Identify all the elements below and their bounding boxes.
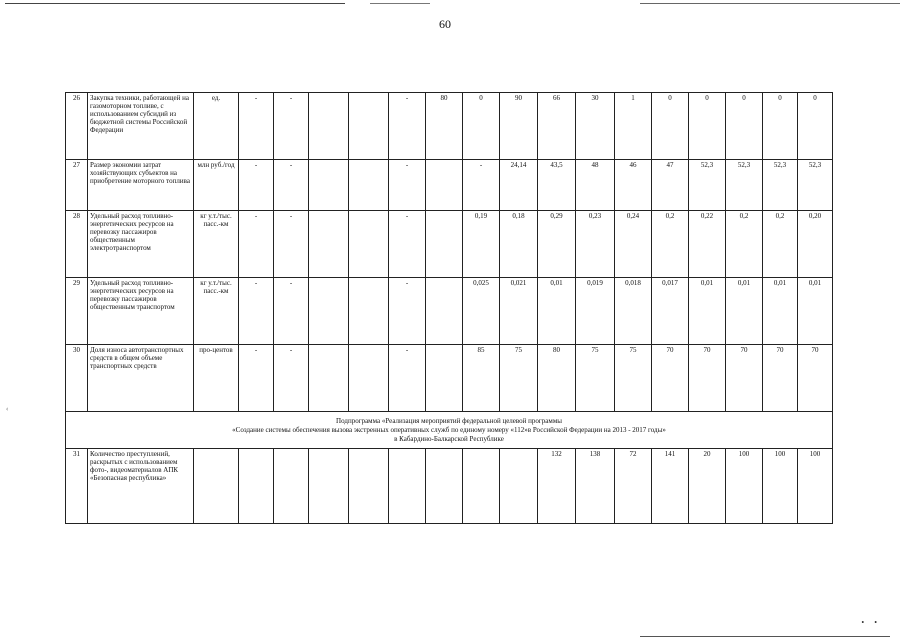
indicator-value: 70 [763, 345, 798, 412]
row-number: 30 [66, 345, 88, 412]
scan-mark: ‹ [6, 405, 9, 413]
indicator-value: 48 [576, 160, 615, 211]
indicator-value: 43,5 [538, 160, 576, 211]
subprogram-title-line2: «Создание системы обеспечения вызова экстренных оперативных служб по единому номеру «112»в Российской Федерации на 2013 - 2017 годы» [232, 425, 666, 434]
indicator-value [309, 93, 349, 160]
indicator-value [389, 449, 426, 524]
indicator-value: 30 [576, 93, 615, 160]
indicator-value: - [274, 93, 309, 160]
subprogram-title-line3: в Кабардино-Балкарской Республике [394, 434, 504, 443]
row-number: 26 [66, 93, 88, 160]
indicator-value: 0,19 [463, 211, 500, 278]
indicator-value: - [274, 278, 309, 345]
indicator-value: 0 [689, 93, 726, 160]
indicator-value [309, 160, 349, 211]
indicator-value: 0,025 [463, 278, 500, 345]
indicator-value: 66 [538, 93, 576, 160]
indicator-value: 0 [652, 93, 689, 160]
indicator-value: 52,3 [689, 160, 726, 211]
indicator-value: 24,14 [500, 160, 538, 211]
indicator-value: 0 [763, 93, 798, 160]
indicator-value: 0 [463, 93, 500, 160]
indicator-value: 52,3 [763, 160, 798, 211]
indicator-value [426, 211, 463, 278]
indicator-value [426, 278, 463, 345]
indicator-value: 100 [726, 449, 763, 524]
indicator-value [349, 160, 389, 211]
table-row [66, 449, 833, 524]
indicator-value: 0,01 [689, 278, 726, 345]
indicator-value [349, 211, 389, 278]
indicator-value [463, 449, 500, 524]
indicator-value [426, 449, 463, 524]
indicator-value: - [239, 278, 274, 345]
indicator-value: 0,018 [615, 278, 652, 345]
indicator-value: - [239, 211, 274, 278]
unit-of-measure: кг у.т./тыс. пасс.-км [194, 278, 239, 345]
indicator-value: 52,3 [726, 160, 763, 211]
top-rule-short [370, 3, 430, 4]
indicator-name: Количество преступлений, раскрытых с использованием фото-, видеоматериалов АПК «Безопасная республика» [88, 449, 194, 524]
indicator-value: 0,29 [538, 211, 576, 278]
indicator-value: 80 [426, 93, 463, 160]
indicator-name: Доля износа автотранспортных средств в общем объеме транспортных средств [88, 345, 194, 412]
indicator-value [349, 93, 389, 160]
indicator-value: 70 [798, 345, 833, 412]
indicator-value: 0,01 [726, 278, 763, 345]
indicator-value: 1 [615, 93, 652, 160]
indicator-value: 0,01 [538, 278, 576, 345]
indicator-value: 100 [763, 449, 798, 524]
indicator-name: Закупка техники, работающей на газомоторном топливе, с использованием субсидий из бюджетной системы Российской Федерации [88, 93, 194, 160]
indicator-value: 85 [463, 345, 500, 412]
indicator-value: - [239, 345, 274, 412]
indicator-name: Удельный расход топливно-энергетических ресурсов на перевозку пассажиров общественным транспортом [88, 278, 194, 345]
indicator-value: - [274, 345, 309, 412]
indicator-value: - [389, 345, 426, 412]
indicator-value: - [389, 211, 426, 278]
unit-of-measure: кг у.т./тыс. пасс.-км [194, 211, 239, 278]
indicator-name: Размер экономии затрат хозяйствующих субъектов на приобретение моторного топлива [88, 160, 194, 211]
indicator-value [239, 449, 274, 524]
indicator-value: 75 [500, 345, 538, 412]
indicator-value [309, 211, 349, 278]
indicator-value [309, 449, 349, 524]
indicator-value: 0,18 [500, 211, 538, 278]
indicator-value: 47 [652, 160, 689, 211]
indicator-value: 0,2 [652, 211, 689, 278]
indicator-value: 0,24 [615, 211, 652, 278]
unit-of-measure: про-центов [194, 345, 239, 412]
indicator-value: 0,01 [763, 278, 798, 345]
indicators-table [65, 92, 833, 524]
subprogram-title-line1: Подпрограмма «Реализация мероприятий федеральной целевой программы [336, 416, 562, 425]
row-number: 31 [66, 449, 88, 524]
top-rule [5, 3, 345, 4]
table-body [66, 93, 833, 524]
table-row [66, 160, 833, 211]
indicator-value [309, 278, 349, 345]
indicator-value: 0,2 [726, 211, 763, 278]
indicator-value: 0,021 [500, 278, 538, 345]
indicator-value: 0,22 [689, 211, 726, 278]
indicator-value: 132 [538, 449, 576, 524]
indicator-value: 80 [538, 345, 576, 412]
indicator-value: - [389, 160, 426, 211]
table-row [66, 211, 833, 278]
indicator-value [426, 160, 463, 211]
indicator-value: 0,20 [798, 211, 833, 278]
row-number: 28 [66, 211, 88, 278]
indicator-value: 70 [726, 345, 763, 412]
unit-of-measure: ед. [194, 93, 239, 160]
indicator-value: 70 [689, 345, 726, 412]
top-rule-right [640, 3, 900, 4]
scan-dots: •• [861, 618, 887, 627]
indicator-value: 75 [576, 345, 615, 412]
indicator-value: - [239, 160, 274, 211]
unit-of-measure: млн руб./год [194, 160, 239, 211]
table-row [66, 93, 833, 160]
subprogram-title [66, 412, 833, 449]
indicator-value: - [239, 93, 274, 160]
table-row [66, 345, 833, 412]
subprogram-section-row [66, 412, 833, 449]
page-number: 60 [439, 17, 451, 31]
table-row [66, 278, 833, 345]
row-number: 27 [66, 160, 88, 211]
indicator-value: 75 [615, 345, 652, 412]
indicator-value: 52,3 [798, 160, 833, 211]
indicator-value: 0,019 [576, 278, 615, 345]
bottom-rule [640, 636, 890, 637]
indicator-value: 0 [726, 93, 763, 160]
indicator-value: 70 [652, 345, 689, 412]
indicator-value [274, 449, 309, 524]
indicator-value: 0,2 [763, 211, 798, 278]
indicator-value [309, 345, 349, 412]
indicator-name: Удельный расход топливно-энергетических ресурсов на перевозку пассажиров общественным электротранспортом [88, 211, 194, 278]
unit-of-measure [194, 449, 239, 524]
indicator-value: - [389, 93, 426, 160]
indicator-value: 0,017 [652, 278, 689, 345]
indicator-value: 0 [798, 93, 833, 160]
indicator-value [349, 449, 389, 524]
indicator-value: 0,01 [798, 278, 833, 345]
indicator-value [349, 278, 389, 345]
indicator-value: - [274, 211, 309, 278]
indicator-value: - [389, 278, 426, 345]
indicator-value: 72 [615, 449, 652, 524]
indicator-value: 100 [798, 449, 833, 524]
indicator-value [500, 449, 538, 524]
indicator-value: - [463, 160, 500, 211]
indicator-value: 141 [652, 449, 689, 524]
indicator-value: - [274, 160, 309, 211]
row-number: 29 [66, 278, 88, 345]
indicator-value [349, 345, 389, 412]
indicator-value: 20 [689, 449, 726, 524]
indicator-value: 90 [500, 93, 538, 160]
indicator-value [426, 345, 463, 412]
indicator-value: 138 [576, 449, 615, 524]
indicator-value: 46 [615, 160, 652, 211]
indicator-value: 0,23 [576, 211, 615, 278]
